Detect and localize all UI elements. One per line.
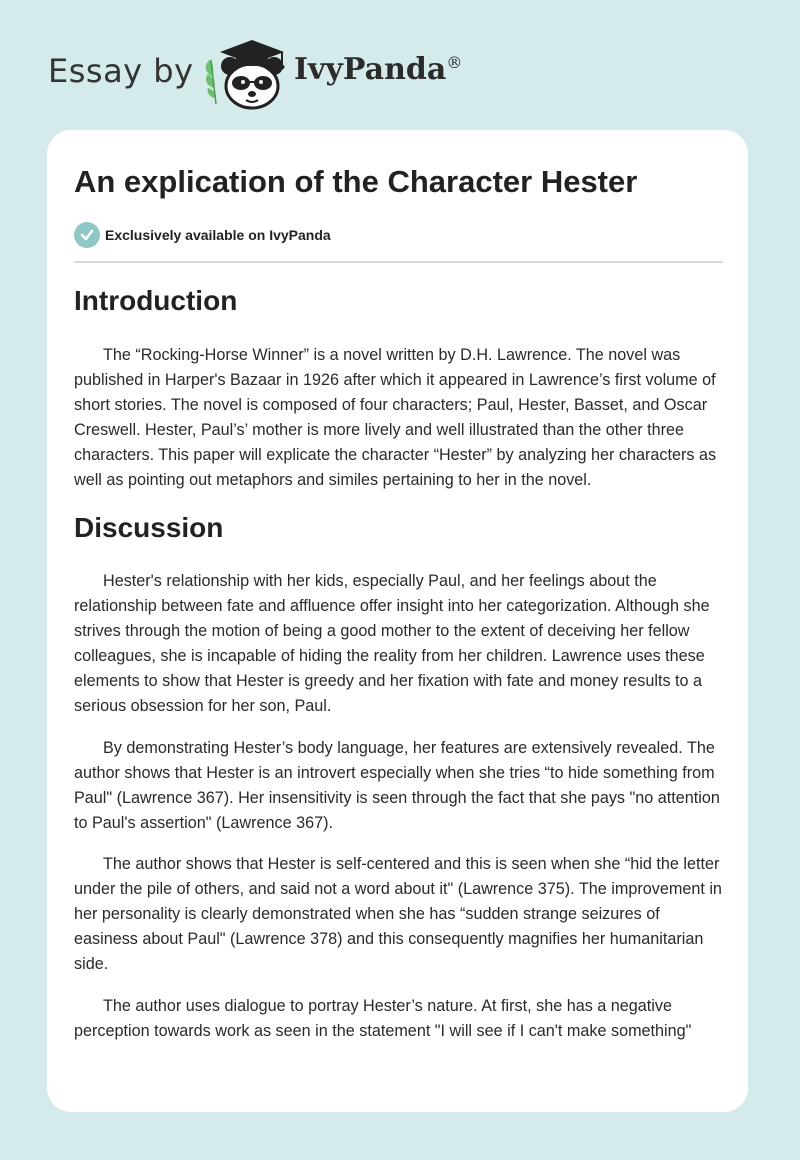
discussion-paragraph: The author uses dialogue to portray Hester’s nature. At first, she has a negative perception towards work as seen in the statement "I will see if I can't make something" [74, 997, 692, 1040]
title-divider [74, 261, 723, 263]
discussion-paragraph: Hester's relationship with her kids, especially Paul, and her feelings about the relationship between fate and affluence offer insight into her categorization. Although she strives through the motion of being a good mother to the extent of deceiving her fellow colleagues, she is incapable of hiding the reality from her children. Lawrence uses these elements to show that Hester is greedy and her fixation with fate and money results to a serious obsession for her son, Paul. [74, 572, 710, 715]
discussion-paragraph: By demonstrating Hester’s body language, her features are extensively revealed. The author shows that Hester is an introvert especially when she tries “to hide something from Paul" (Lawrence 367). Her insensitivity is seen through the fact that she pays "no attention to Paul's assertion" (Lawrence 367). [74, 739, 720, 832]
discussion-paragraph: The author shows that Hester is self-centered and this is seen when she “hid the letter under the pile of others, and said not a word about it" (Lawrence 375). The improvement in her personality is clearly demonstrated when she has “sudden strange seizures of easiness about Paul" (Lawrence 378) and this consequently magnifies her humanitarian side. [74, 855, 722, 973]
discussion-heading: Discussion [74, 512, 224, 543]
essay-card [47, 130, 748, 1112]
introduction-paragraph: The “Rocking-Horse Winner” is a novel written by D.H. Lawrence. The novel was published in Harper's Bazaar in 1926 after which it appeared in Lawrence’s first volume of short stories. The novel is composed of four characters; Paul, Hester, Basset, and Oscar Creswell. Hester, Paul’s’ mother is more lively and well illustrated than the other three characters. This paper will explicate the character “Hester” by analyzing her characters as well as pointing out metaphors and similes pertaining to her in the novel. [74, 346, 717, 489]
site-header [48, 36, 648, 108]
page-title: An explication of the Character Hester [74, 164, 638, 199]
registered-mark: ® [446, 53, 463, 72]
brand-name-text: IvyPanda [294, 52, 447, 87]
panda-logo-icon[interactable] [202, 36, 292, 110]
essay-by-label: Essay by [48, 52, 194, 90]
check-icon [74, 222, 100, 248]
introduction-heading: Introduction [74, 285, 238, 316]
exclusive-badge [74, 221, 331, 249]
exclusive-badge-label: Exclusively available on IvyPanda [105, 227, 331, 243]
brand-name[interactable] [294, 52, 462, 87]
